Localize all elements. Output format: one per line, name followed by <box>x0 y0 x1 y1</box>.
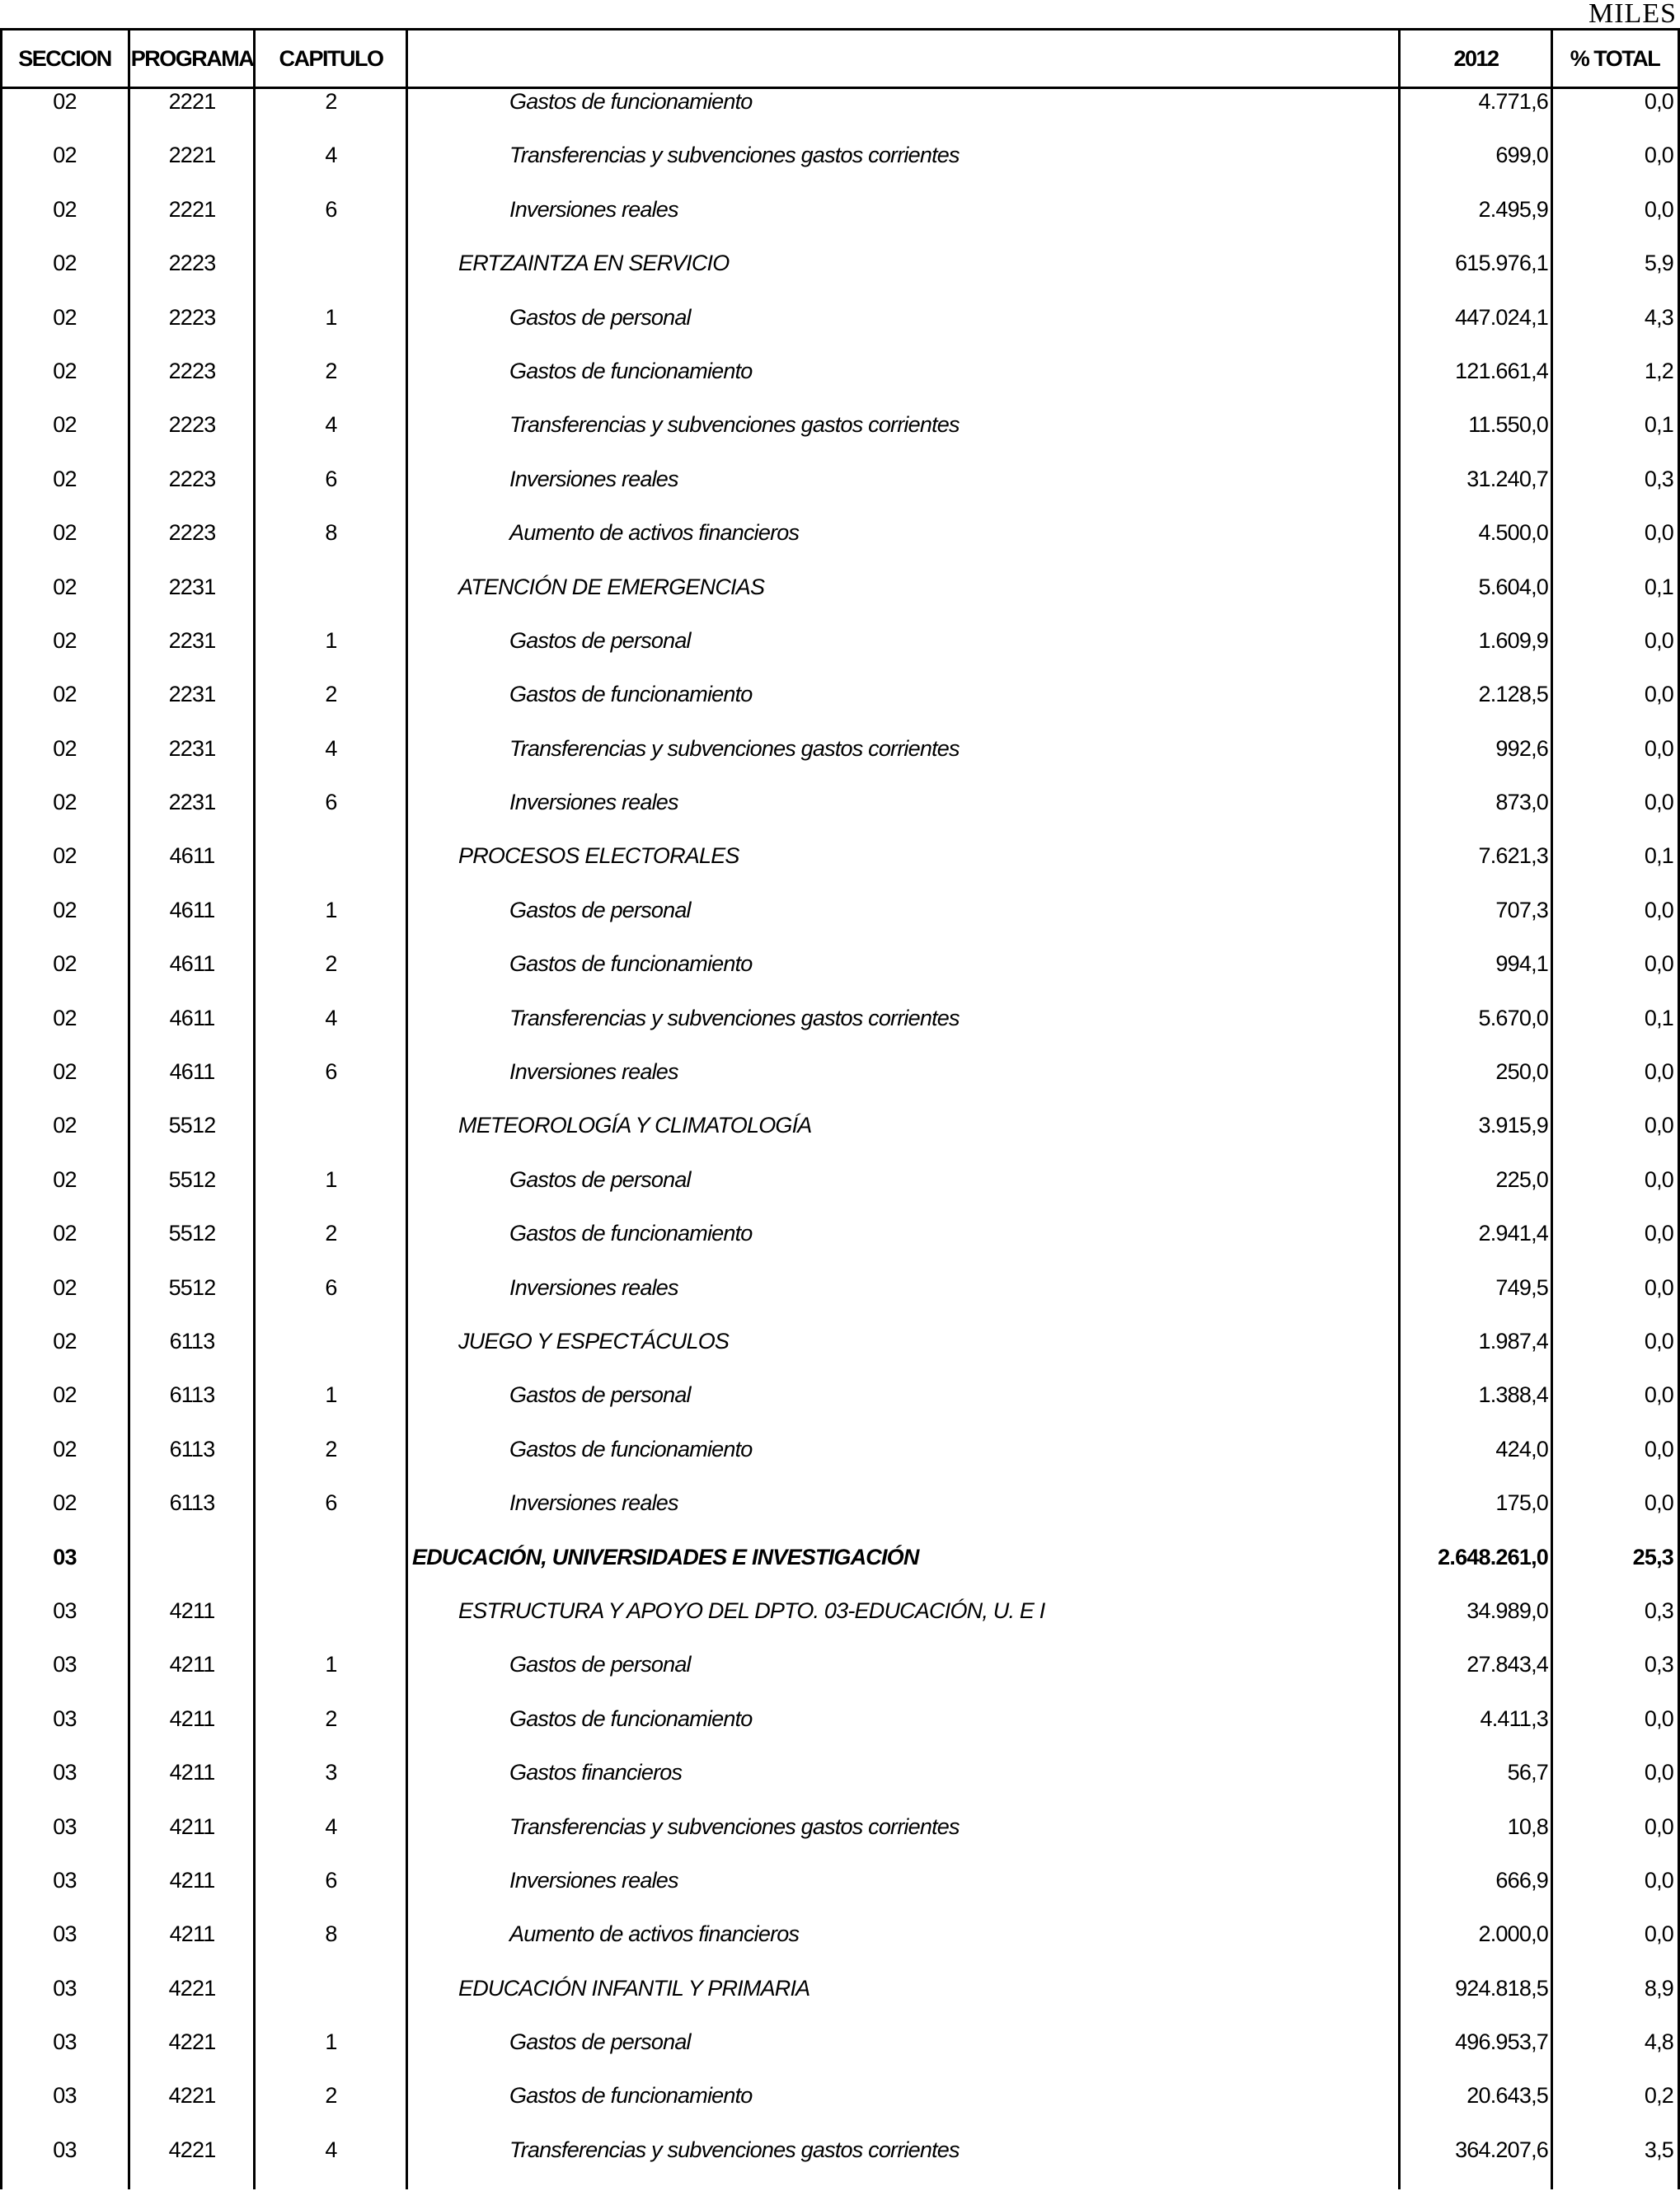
header-pct-total: % TOTAL <box>1570 45 1660 71</box>
table-row <box>0 89 1680 143</box>
row-capitulo: 2 <box>325 358 337 383</box>
row-seccion: 02 <box>53 951 77 977</box>
table-row <box>0 197 1680 251</box>
row-valor: 2.941,4 <box>1478 1221 1548 1246</box>
row-pct: 0,0 <box>1644 1274 1673 1300</box>
row-seccion: 03 <box>53 1705 77 1731</box>
row-seccion: 02 <box>53 1113 77 1138</box>
row-capitulo: 4 <box>325 1005 337 1030</box>
row-valor: 27.843,4 <box>1466 1652 1548 1677</box>
row-valor: 1.987,4 <box>1478 1328 1548 1354</box>
row-pct: 0,1 <box>1644 843 1673 869</box>
row-descripcion: EDUCACIÓN INFANTIL Y PRIMARIA <box>458 1975 810 2001</box>
row-pct: 0,1 <box>1644 574 1673 599</box>
row-descripcion: Inversiones reales <box>509 1274 678 1300</box>
row-programa: 6113 <box>169 1490 215 1516</box>
row-seccion: 02 <box>53 735 77 761</box>
table-row <box>0 575 1680 628</box>
row-seccion: 02 <box>53 89 77 114</box>
table-row <box>0 1382 1680 1436</box>
row-seccion: 03 <box>53 1921 77 1947</box>
row-seccion: 02 <box>53 1436 77 1461</box>
row-programa: 2231 <box>168 574 216 599</box>
row-capitulo: 6 <box>325 1867 337 1893</box>
row-pct: 0,0 <box>1644 1436 1673 1461</box>
row-valor: 666,9 <box>1495 1867 1548 1893</box>
row-pct: 0,0 <box>1644 897 1673 922</box>
row-descripcion: Inversiones reales <box>509 790 678 815</box>
row-valor: 364.207,6 <box>1455 2137 1548 2162</box>
row-valor: 1.388,4 <box>1478 1382 1548 1408</box>
units-label: MILES <box>1588 0 1677 29</box>
row-descripcion: Aumento de activos financieros <box>509 520 800 546</box>
table-body <box>0 89 1680 2191</box>
row-capitulo <box>255 1545 407 1569</box>
table-row <box>0 2083 1680 2137</box>
row-seccion: 02 <box>53 897 77 922</box>
row-pct: 0,0 <box>1644 1760 1673 1785</box>
table-row <box>0 1437 1680 1490</box>
table-row <box>0 359 1680 412</box>
row-programa: 4211 <box>169 1705 215 1731</box>
row-descripcion: Gastos de funcionamiento <box>509 951 753 977</box>
row-programa: 4221 <box>168 1975 216 2001</box>
row-valor: 873,0 <box>1495 790 1548 815</box>
row-pct: 0,0 <box>1644 143 1673 168</box>
row-capitulo: 2 <box>325 89 337 114</box>
row-valor: 7.621,3 <box>1478 843 1548 869</box>
row-descripcion: Transferencias y subvenciones gastos corrientes <box>509 412 960 438</box>
row-programa: 2231 <box>168 682 216 707</box>
row-programa: 2231 <box>168 735 216 761</box>
row-programa: 4211 <box>169 1813 215 1839</box>
row-pct: 1,2 <box>1644 358 1673 383</box>
row-descripcion: Gastos de funcionamiento <box>509 2083 753 2109</box>
row-programa: 2221 <box>168 196 216 222</box>
row-descripcion: Transferencias y subvenciones gastos corrientes <box>509 1005 960 1030</box>
row-descripcion: Gastos de funcionamiento <box>509 89 753 114</box>
row-capitulo: 1 <box>325 2029 337 2055</box>
table-row <box>0 1059 1680 1113</box>
row-capitulo: 2 <box>325 1221 337 1246</box>
row-valor: 250,0 <box>1495 1059 1548 1085</box>
row-capitulo: 8 <box>325 520 337 546</box>
row-seccion: 03 <box>53 1760 77 1785</box>
row-pct: 0,0 <box>1644 1705 1673 1731</box>
row-programa: 4211 <box>169 1760 215 1785</box>
table-row <box>0 1329 1680 1382</box>
row-programa: 4611 <box>169 1005 215 1030</box>
row-seccion: 02 <box>53 1221 77 1246</box>
row-valor: 5.604,0 <box>1478 574 1548 599</box>
row-capitulo <box>255 1329 407 1354</box>
row-seccion: 02 <box>53 790 77 815</box>
row-pct: 4,8 <box>1644 2029 1673 2055</box>
row-pct: 0,3 <box>1644 466 1673 491</box>
row-seccion: 02 <box>53 843 77 869</box>
row-capitulo <box>255 843 407 868</box>
row-pct: 3,5 <box>1644 2137 1673 2162</box>
table-row <box>0 1760 1680 1813</box>
row-pct: 25,3 <box>1632 1544 1673 1569</box>
row-pct: 0,0 <box>1644 89 1673 114</box>
table-row <box>0 1275 1680 1329</box>
row-capitulo <box>255 575 407 599</box>
row-programa: 4211 <box>169 1598 215 1623</box>
row-capitulo: 2 <box>325 1436 337 1461</box>
row-descripcion: PROCESOS ELECTORALES <box>458 843 739 869</box>
row-valor: 3.915,9 <box>1478 1113 1548 1138</box>
row-valor: 707,3 <box>1495 897 1548 922</box>
row-seccion: 02 <box>53 412 77 438</box>
table-row <box>0 843 1680 897</box>
row-seccion: 02 <box>53 627 77 653</box>
row-seccion: 03 <box>53 1598 77 1623</box>
row-programa: 4211 <box>169 1867 215 1893</box>
row-pct: 5,9 <box>1644 251 1673 276</box>
row-descripcion: Transferencias y subvenciones gastos corrientes <box>509 2137 960 2162</box>
row-descripcion: Gastos de funcionamiento <box>509 682 753 707</box>
row-programa: 4611 <box>169 1059 215 1085</box>
row-pct: 0,3 <box>1644 1652 1673 1677</box>
table-row <box>0 520 1680 574</box>
row-capitulo: 2 <box>325 1705 337 1731</box>
table-row <box>0 1167 1680 1221</box>
row-descripcion: Gastos de personal <box>509 897 691 922</box>
table-row <box>0 682 1680 735</box>
row-valor: 749,5 <box>1495 1274 1548 1300</box>
row-pct: 0,0 <box>1644 1490 1673 1516</box>
row-capitulo: 4 <box>325 412 337 438</box>
row-valor: 31.240,7 <box>1466 466 1548 491</box>
table-row <box>0 1921 1680 1975</box>
table-row <box>0 1490 1680 1544</box>
row-capitulo: 4 <box>325 2137 337 2162</box>
table-row <box>0 1706 1680 1760</box>
row-pct: 0,0 <box>1644 627 1673 653</box>
row-capitulo: 3 <box>325 1760 337 1785</box>
table-row <box>0 412 1680 466</box>
row-capitulo: 6 <box>325 1490 337 1516</box>
table-row <box>0 1868 1680 1921</box>
row-seccion: 02 <box>53 520 77 546</box>
table-row <box>0 305 1680 359</box>
row-descripcion: Gastos de personal <box>509 1382 691 1408</box>
row-seccion: 03 <box>53 1652 77 1677</box>
row-valor: 424,0 <box>1495 1436 1548 1461</box>
row-valor: 34.989,0 <box>1466 1598 1548 1623</box>
row-seccion: 03 <box>53 1813 77 1839</box>
row-valor: 5.670,0 <box>1478 1005 1548 1030</box>
row-programa: 5512 <box>168 1113 216 1138</box>
row-seccion: 03 <box>53 1975 77 2001</box>
row-valor: 2.128,5 <box>1478 682 1548 707</box>
row-valor: 10,8 <box>1507 1813 1548 1839</box>
table-row <box>0 467 1680 520</box>
row-pct: 0,0 <box>1644 682 1673 707</box>
row-descripcion: Inversiones reales <box>509 466 678 491</box>
row-programa: 6113 <box>169 1436 215 1461</box>
row-programa <box>129 1545 255 1569</box>
row-capitulo: 1 <box>325 627 337 653</box>
row-descripcion: EDUCACIÓN, UNIVERSIDADES E INVESTIGACIÓN <box>412 1544 919 1569</box>
header-programa: PROGRAMA <box>130 45 254 71</box>
row-valor: 699,0 <box>1495 143 1548 168</box>
table-row <box>0 1006 1680 1059</box>
table-row <box>0 736 1680 790</box>
row-pct: 0,0 <box>1644 1328 1673 1354</box>
row-descripcion: Transferencias y subvenciones gastos corrientes <box>509 143 960 168</box>
row-seccion: 03 <box>53 2137 77 2162</box>
row-valor: 2.648.261,0 <box>1438 1544 1548 1569</box>
row-programa: 2223 <box>168 520 216 546</box>
row-seccion: 02 <box>53 466 77 491</box>
row-pct: 0,0 <box>1644 1921 1673 1947</box>
row-valor: 4.500,0 <box>1478 520 1548 546</box>
row-seccion: 02 <box>53 304 77 330</box>
row-descripcion: Transferencias y subvenciones gastos corrientes <box>509 735 960 761</box>
table-row <box>0 898 1680 951</box>
row-pct: 0,0 <box>1644 1867 1673 1893</box>
table-row <box>0 2137 1680 2191</box>
row-seccion: 02 <box>53 143 77 168</box>
row-valor: 994,1 <box>1495 951 1548 977</box>
row-capitulo: 1 <box>325 1382 337 1408</box>
row-pct: 0,2 <box>1644 2083 1673 2109</box>
row-valor: 615.976,1 <box>1455 251 1548 276</box>
row-pct: 0,0 <box>1644 790 1673 815</box>
row-valor: 1.609,9 <box>1478 627 1548 653</box>
row-capitulo: 2 <box>325 2083 337 2109</box>
row-valor: 992,6 <box>1495 735 1548 761</box>
row-pct: 0,0 <box>1644 520 1673 546</box>
row-descripcion: Gastos de personal <box>509 1166 691 1192</box>
row-capitulo: 1 <box>325 1166 337 1192</box>
row-valor: 447.024,1 <box>1455 304 1548 330</box>
row-programa: 4211 <box>169 1921 215 1947</box>
row-pct: 0,0 <box>1644 1221 1673 1246</box>
row-valor: 121.661,4 <box>1455 358 1548 383</box>
table-row <box>0 790 1680 843</box>
row-seccion: 02 <box>53 1328 77 1354</box>
row-capitulo: 8 <box>325 1921 337 1947</box>
row-programa: 4221 <box>168 2137 216 2162</box>
row-capitulo: 1 <box>325 304 337 330</box>
table-row <box>0 1598 1680 1652</box>
row-descripcion: Gastos de funcionamiento <box>509 1436 753 1461</box>
row-pct: 4,3 <box>1644 304 1673 330</box>
row-programa: 2231 <box>168 627 216 653</box>
row-seccion: 03 <box>53 1544 77 1569</box>
row-pct: 0,3 <box>1644 1598 1673 1623</box>
table-row <box>0 1113 1680 1166</box>
table-row <box>0 1545 1680 1598</box>
row-descripcion: Inversiones reales <box>509 1867 678 1893</box>
row-seccion: 02 <box>53 1382 77 1408</box>
row-seccion: 03 <box>53 2083 77 2109</box>
row-valor: 4.771,6 <box>1478 89 1548 114</box>
row-pct: 0,0 <box>1644 1813 1673 1839</box>
row-valor: 2.000,0 <box>1478 1921 1548 1947</box>
row-descripcion: Inversiones reales <box>509 1490 678 1516</box>
table-row <box>0 1652 1680 1705</box>
row-descripcion: JUEGO Y ESPECTÁCULOS <box>458 1328 730 1354</box>
row-seccion: 02 <box>53 358 77 383</box>
row-seccion: 02 <box>53 196 77 222</box>
row-valor: 20.643,5 <box>1466 2083 1548 2109</box>
row-valor: 4.411,3 <box>1480 1705 1548 1731</box>
row-programa: 6113 <box>169 1328 215 1354</box>
row-capitulo <box>255 251 407 275</box>
row-programa: 2223 <box>168 358 216 383</box>
row-descripcion: Gastos de personal <box>509 304 691 330</box>
row-valor: 175,0 <box>1495 1490 1548 1516</box>
row-descripcion: Gastos de personal <box>509 627 691 653</box>
row-seccion: 02 <box>53 251 77 276</box>
row-valor: 225,0 <box>1495 1166 1548 1192</box>
row-valor: 11.550,0 <box>1468 412 1548 438</box>
row-capitulo: 1 <box>325 897 337 922</box>
row-pct: 0,1 <box>1644 1005 1673 1030</box>
row-descripcion: ESTRUCTURA Y APOYO DEL DPTO. 03-EDUCACIÓN, U. E I <box>458 1598 1045 1623</box>
row-pct: 0,1 <box>1644 412 1673 438</box>
row-seccion: 02 <box>53 1490 77 1516</box>
table-row <box>0 628 1680 682</box>
table-row <box>0 1814 1680 1868</box>
header-descripcion <box>407 28 1400 89</box>
row-programa: 2221 <box>168 143 216 168</box>
header-capitulo: CAPITULO <box>279 45 383 71</box>
row-programa: 5512 <box>168 1166 216 1192</box>
row-descripcion: ATENCIÓN DE EMERGENCIAS <box>458 574 765 599</box>
header-year: 2012 <box>1453 45 1499 71</box>
row-programa: 4611 <box>169 951 215 977</box>
row-capitulo: 6 <box>325 466 337 491</box>
row-valor: 2.495,9 <box>1478 196 1548 222</box>
row-valor: 496.953,7 <box>1455 2029 1548 2055</box>
row-programa: 2223 <box>168 412 216 438</box>
row-capitulo <box>255 1113 407 1138</box>
row-programa: 4211 <box>169 1652 215 1677</box>
row-seccion: 03 <box>53 2029 77 2055</box>
row-programa: 4611 <box>169 843 215 869</box>
table-row <box>0 1976 1680 2029</box>
row-programa: 5512 <box>168 1274 216 1300</box>
row-programa: 6113 <box>169 1382 215 1408</box>
row-pct: 0,0 <box>1644 1166 1673 1192</box>
row-programa: 5512 <box>168 1221 216 1246</box>
row-capitulo: 6 <box>325 790 337 815</box>
table-row <box>0 1221 1680 1274</box>
row-programa: 4221 <box>168 2083 216 2109</box>
table-row <box>0 143 1680 196</box>
row-descripcion: Inversiones reales <box>509 196 678 222</box>
row-programa: 2231 <box>168 790 216 815</box>
row-seccion: 03 <box>53 1867 77 1893</box>
table-row <box>0 951 1680 1005</box>
row-seccion: 02 <box>53 574 77 599</box>
row-programa: 4611 <box>169 897 215 922</box>
row-descripcion: Gastos de funcionamiento <box>509 1221 753 1246</box>
row-seccion: 02 <box>53 682 77 707</box>
row-valor: 56,7 <box>1507 1760 1548 1785</box>
row-capitulo: 6 <box>325 1059 337 1085</box>
table-row <box>0 2029 1680 2083</box>
row-pct: 0,0 <box>1644 1059 1673 1085</box>
row-pct: 8,9 <box>1644 1975 1673 2001</box>
header-seccion: SECCION <box>18 45 111 71</box>
row-descripcion: Gastos de funcionamiento <box>509 1705 753 1731</box>
row-valor: 924.818,5 <box>1455 1975 1548 2001</box>
row-programa: 2223 <box>168 466 216 491</box>
row-capitulo <box>255 1598 407 1623</box>
row-programa: 2221 <box>168 89 216 114</box>
row-programa: 4221 <box>168 2029 216 2055</box>
row-programa: 2223 <box>168 251 216 276</box>
row-capitulo <box>255 1976 407 2001</box>
row-descripcion: Transferencias y subvenciones gastos corrientes <box>509 1813 960 1839</box>
row-pct: 0,0 <box>1644 735 1673 761</box>
row-pct: 0,0 <box>1644 951 1673 977</box>
row-pct: 0,0 <box>1644 1113 1673 1138</box>
row-capitulo: 1 <box>325 1652 337 1677</box>
row-pct: 0,0 <box>1644 196 1673 222</box>
row-seccion: 02 <box>53 1166 77 1192</box>
row-descripcion: Gastos financieros <box>509 1760 683 1785</box>
row-programa: 2223 <box>168 304 216 330</box>
row-descripcion: Aumento de activos financieros <box>509 1921 800 1947</box>
row-descripcion: Gastos de funcionamiento <box>509 358 753 383</box>
row-capitulo: 2 <box>325 682 337 707</box>
row-pct: 0,0 <box>1644 1382 1673 1408</box>
row-descripcion: METEOROLOGÍA Y CLIMATOLOGÍA <box>458 1113 812 1138</box>
row-descripcion: Gastos de personal <box>509 1652 691 1677</box>
row-descripcion: ERTZAINTZA EN SERVICIO <box>458 251 730 276</box>
row-seccion: 02 <box>53 1059 77 1085</box>
row-capitulo: 4 <box>325 735 337 761</box>
row-seccion: 02 <box>53 1005 77 1030</box>
row-capitulo: 4 <box>325 143 337 168</box>
row-capitulo: 2 <box>325 951 337 977</box>
row-capitulo: 6 <box>325 1274 337 1300</box>
row-capitulo: 6 <box>325 196 337 222</box>
row-descripcion: Inversiones reales <box>509 1059 678 1085</box>
table-row <box>0 251 1680 304</box>
row-capitulo: 4 <box>325 1813 337 1839</box>
row-seccion: 02 <box>53 1274 77 1300</box>
row-descripcion: Gastos de personal <box>509 2029 691 2055</box>
